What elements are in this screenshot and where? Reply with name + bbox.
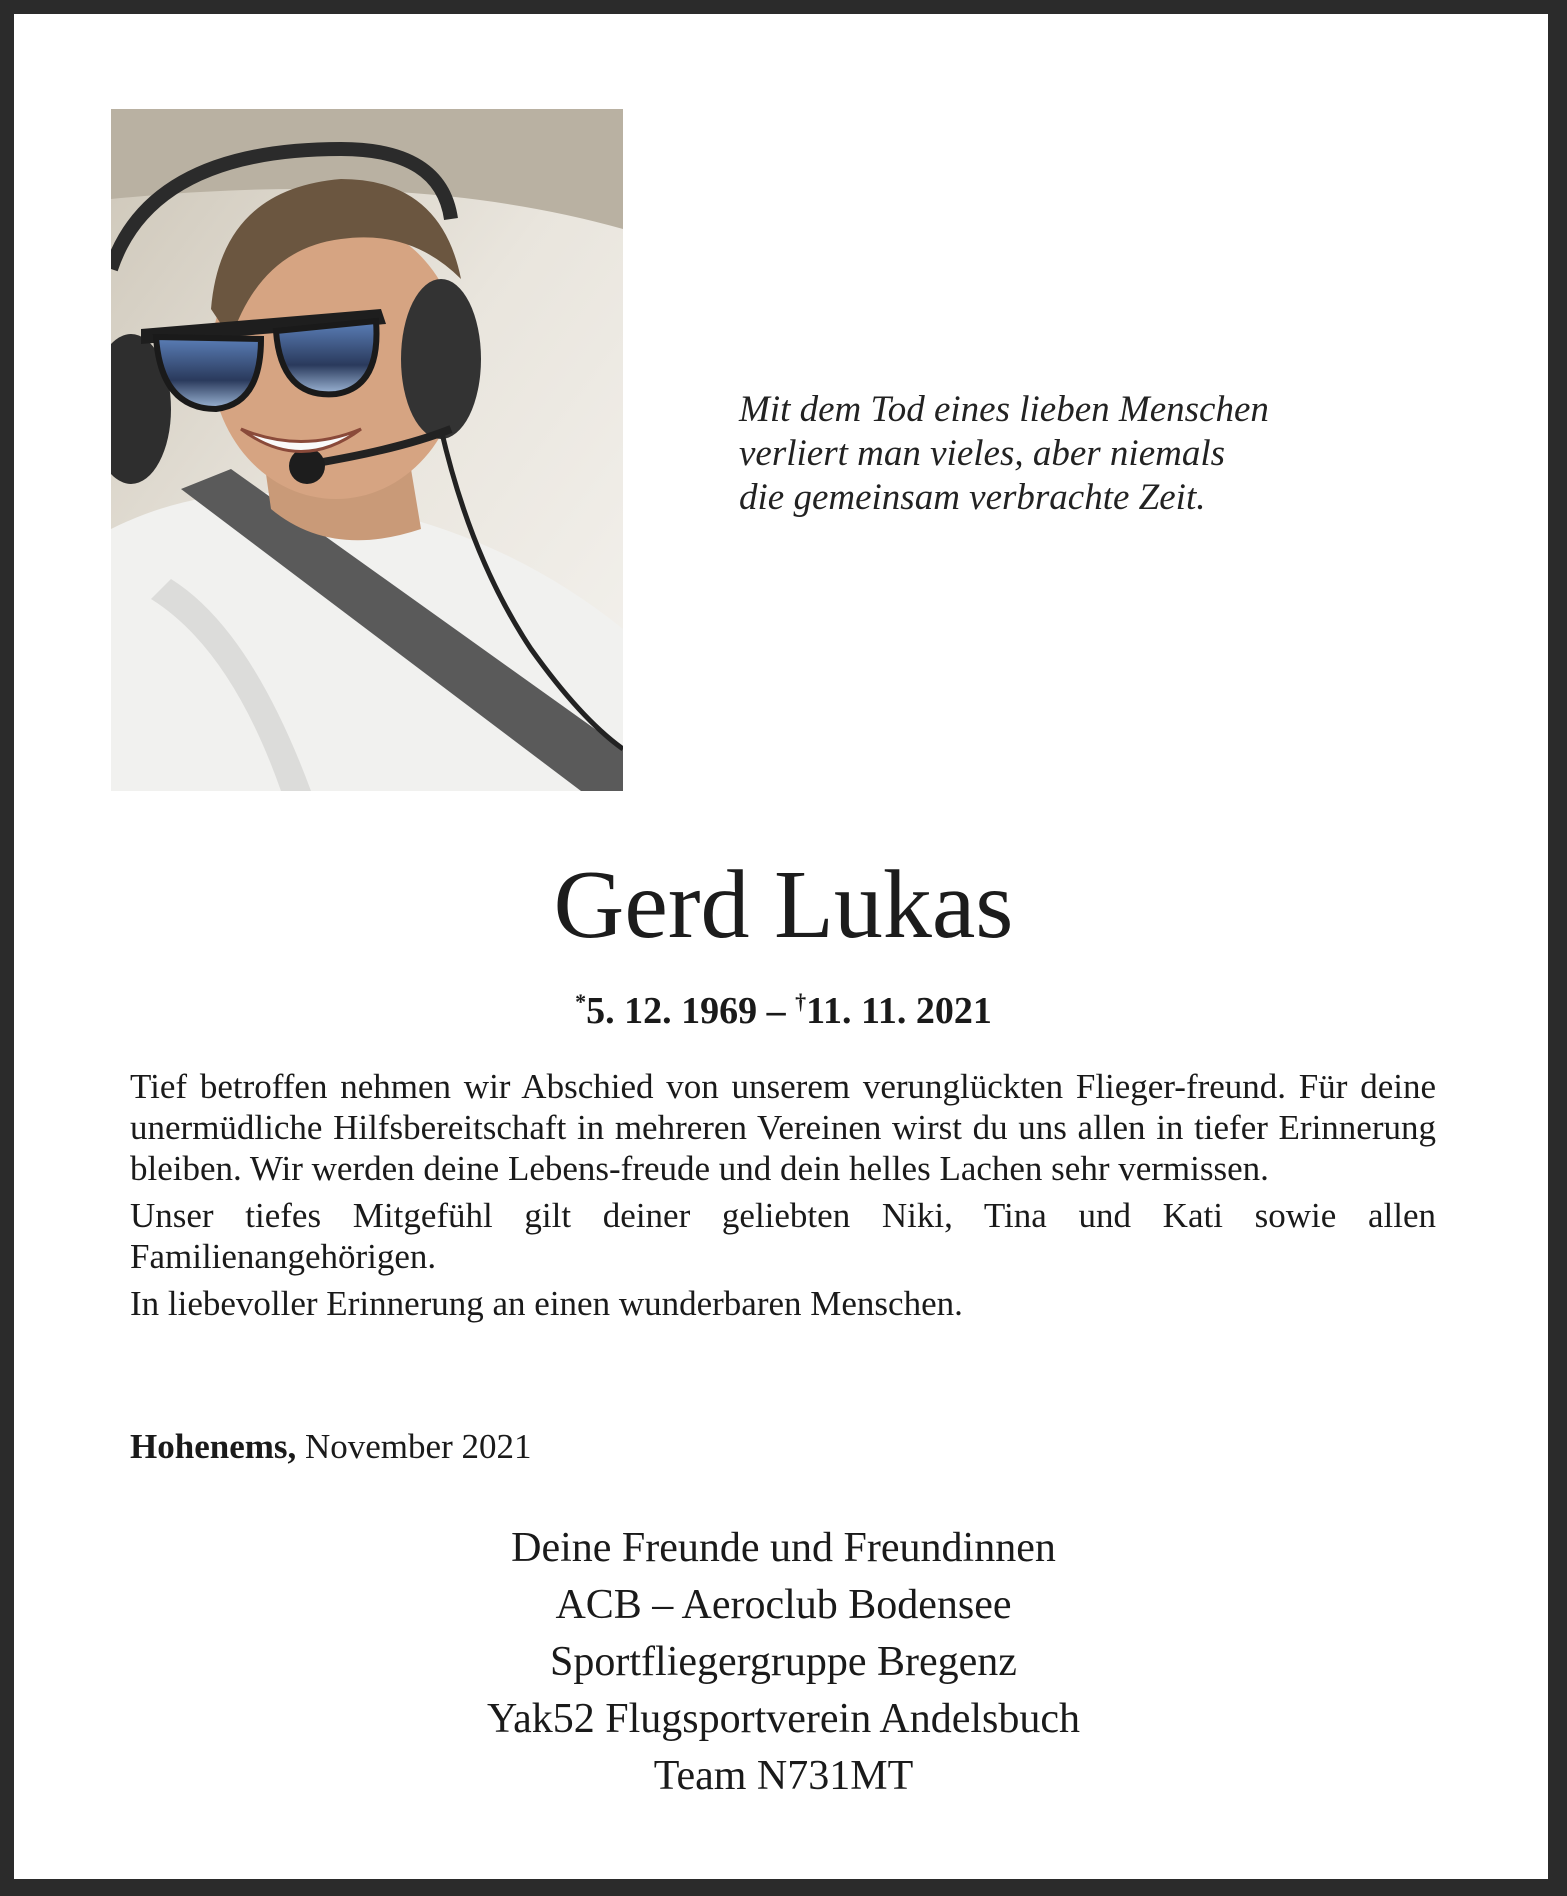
birth-symbol: * bbox=[575, 989, 587, 1014]
death-date: 11. 11. 2021 bbox=[806, 990, 992, 1032]
quote-line: verliert man vieles, aber niemals bbox=[739, 433, 1226, 474]
signer: Deine Freunde und Freundinnen bbox=[511, 1525, 1056, 1571]
death-symbol: † bbox=[795, 989, 807, 1014]
paragraph: Unser tiefes Mitgefühl gilt deiner geliebten Niki, Tina und Kati sowie allen Familienangehörigen. bbox=[130, 1196, 1436, 1276]
signer: Yak52 Flugsportverein Andelsbuch bbox=[486, 1696, 1081, 1742]
place-and-date bbox=[130, 1426, 531, 1468]
birth-date: 5. 12. 1969 bbox=[586, 990, 758, 1032]
place-date: November 2021 bbox=[305, 1427, 532, 1466]
paragraph: Tief betroffen nehmen wir Abschied von unserem verunglückten Flieger-freund. Für deine unermüdliche Hilfsbereitschaft in mehreren Vereinen wirst du uns allen in tiefer Erinnerung bleiben. Wir werden deine Lebens-freude und dein helles Lachen sehr vermissen. bbox=[130, 1067, 1436, 1188]
signers-list bbox=[0, 1520, 1567, 1805]
life-dates bbox=[0, 980, 1567, 1033]
date-separator: – bbox=[757, 990, 796, 1032]
signer: Team N731MT bbox=[653, 1753, 914, 1799]
deceased-name: Gerd Lukas bbox=[553, 851, 1014, 959]
obituary-text bbox=[130, 1066, 1436, 1330]
paragraph: In liebevoller Erinnerung an einen wunderbaren Menschen. bbox=[130, 1284, 963, 1323]
signer: Sportfliegergruppe Bregenz bbox=[550, 1639, 1017, 1685]
place-city: Hohenems, bbox=[130, 1427, 297, 1466]
signer: ACB – Aeroclub Bodensee bbox=[555, 1582, 1012, 1628]
portrait-image bbox=[111, 109, 623, 791]
quote-line: die gemeinsam verbrachte Zeit. bbox=[739, 477, 1206, 518]
memorial-quote bbox=[739, 388, 1439, 520]
portrait-photo bbox=[111, 109, 623, 791]
quote-line: Mit dem Tod eines lieben Menschen bbox=[739, 389, 1269, 430]
